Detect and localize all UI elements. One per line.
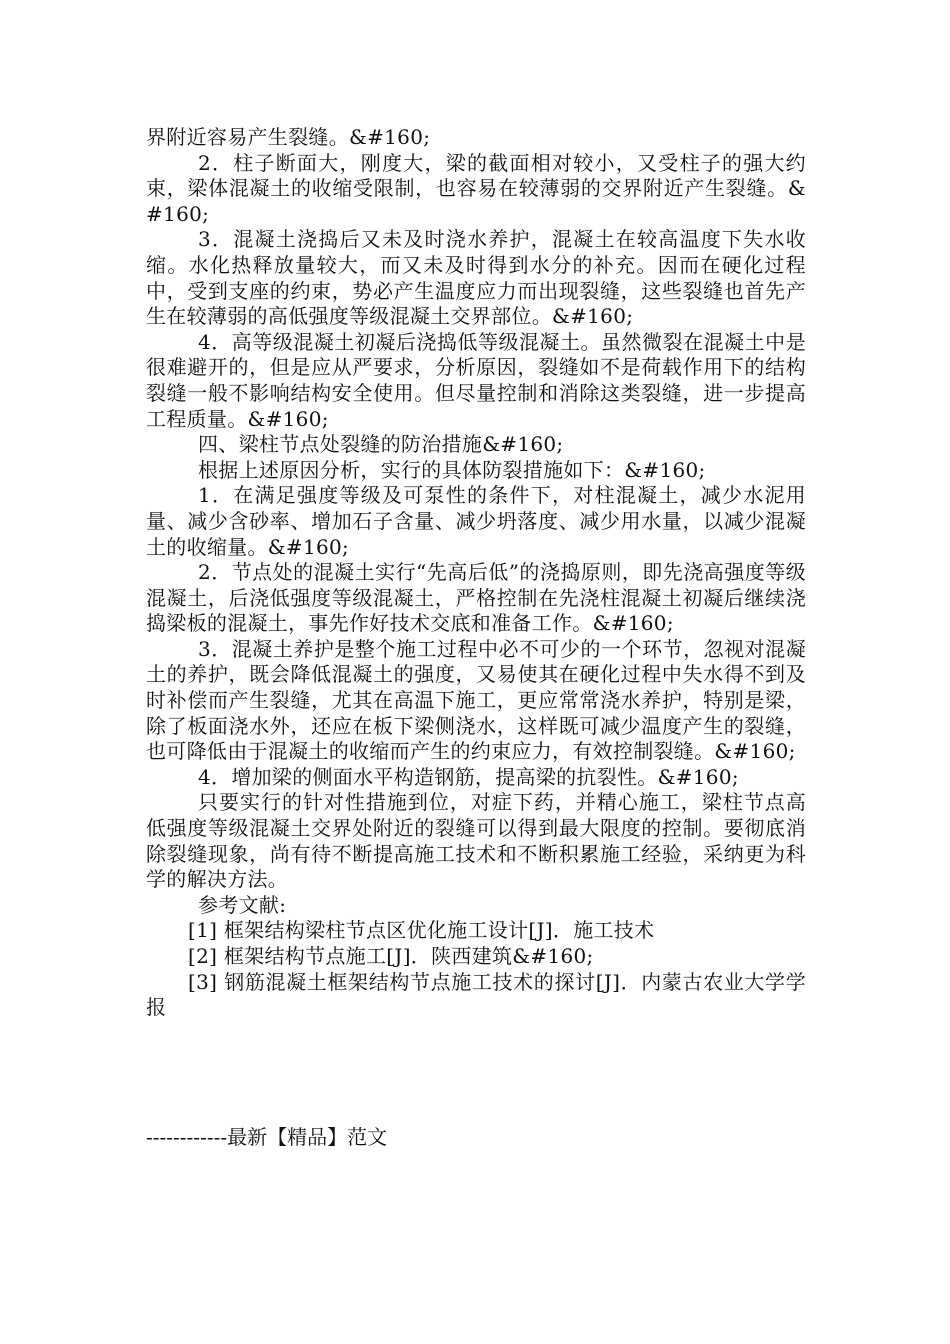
paragraph-measure-2: 2．节点处的混凝土实行“先高后低”的浇捣原则，即先浇高强度等级混凝土，后浇低强度等级混凝土，严格控制在先浇柱混凝土初凝后继续浇捣梁板的混凝土，事先作好技术交底和准备工作。&#160; <box>146 560 806 636</box>
page-footer: ------------最新【精品】范文 <box>146 1125 388 1149</box>
paragraph-measure-4: 4．增加梁的侧面水平构造钢筋，提高梁的抗裂性。&#160; <box>198 764 739 789</box>
paragraph-conclusion: 只要实行的针对性措施到位，对症下药，并精心施工，梁柱节点高低强度等级混凝土交界处附近的裂缝可以得到最大限度的控制。要彻底消除裂缝现象，尚有待不断提高施工技术和不断积累施工经验，采纳更为科学的解决方法。 <box>146 790 806 892</box>
references-heading: 参考文献: <box>198 892 287 917</box>
document-body <box>146 125 806 1021</box>
reference-item-2: [2] 框架结构节点施工[J]．陕西建筑&#160; <box>188 944 594 968</box>
section-heading-measures: 四、梁柱节点处裂缝的防治措施&#160; <box>198 432 564 457</box>
paragraph-measure-1: 1．在满足强度等级及可泵性的条件下，对柱混凝土，减少水泥用量、减少含砂率、增加石子含量、减少坍落度、减少用水量，以减少混凝土的收缩量。&#160; <box>146 483 806 559</box>
paragraph-continuation: 界附近容易产生裂缝。&#160; <box>146 125 431 149</box>
reference-item-3: [3] 钢筋混凝土框架结构节点施工技术的探讨[J]．内蒙古农业大学学报 <box>146 969 806 1020</box>
paragraph-measures-intro: 根据上述原因分析，实行的具体防裂措施如下：&#160; <box>198 457 706 482</box>
paragraph-cause-2: 2．柱子断面大，刚度大，梁的截面相对较小，又受柱子的强大约束，梁体混凝土的收缩受限制，也容易在较薄弱的交界附近产生裂缝。&#160; <box>146 150 806 226</box>
paragraph-cause-4: 4．高等级混凝土初凝后浇捣低等级混凝土。虽然微裂在混凝土中是很难避开的，但是应从严要求，分析原因，裂缝如不是荷载作用下的结构裂缝一般不影响结构安全使用。但尽量控制和消除这类裂缝，进一步提高工程质量。&#160; <box>146 329 806 431</box>
paragraph-cause-3: 3．混凝土浇捣后又未及时浇水养护，混凝土在较高温度下失水收缩。水化热释放量较大，而又未及时得到水分的补充。因而在硬化过程中，受到支座的约束，势必产生温度应力而出现裂缝，这些裂缝也首先产生在较薄弱的高低强度等级混凝土交界部位。&#160; <box>146 227 806 329</box>
reference-item-1: [1] 框架结构梁柱节点区优化施工设计[J]．施工技术 <box>188 918 655 943</box>
paragraph-measure-3: 3．混凝土养护是整个施工过程中必不可少的一个环节，忽视对混凝土的养护，既会降低混凝土的强度，又易使其在硬化过程中失水得不到及时补偿而产生裂缝，尤其在高温下施工，更应常常浇水养护，特别是梁，除了板面浇水外，还应在板下梁侧浇水，这样既可减少温度产生的裂缝，也可降低由于混凝土的收缩而产生的约束应力，有效控制裂缝。&#160; <box>146 636 806 764</box>
